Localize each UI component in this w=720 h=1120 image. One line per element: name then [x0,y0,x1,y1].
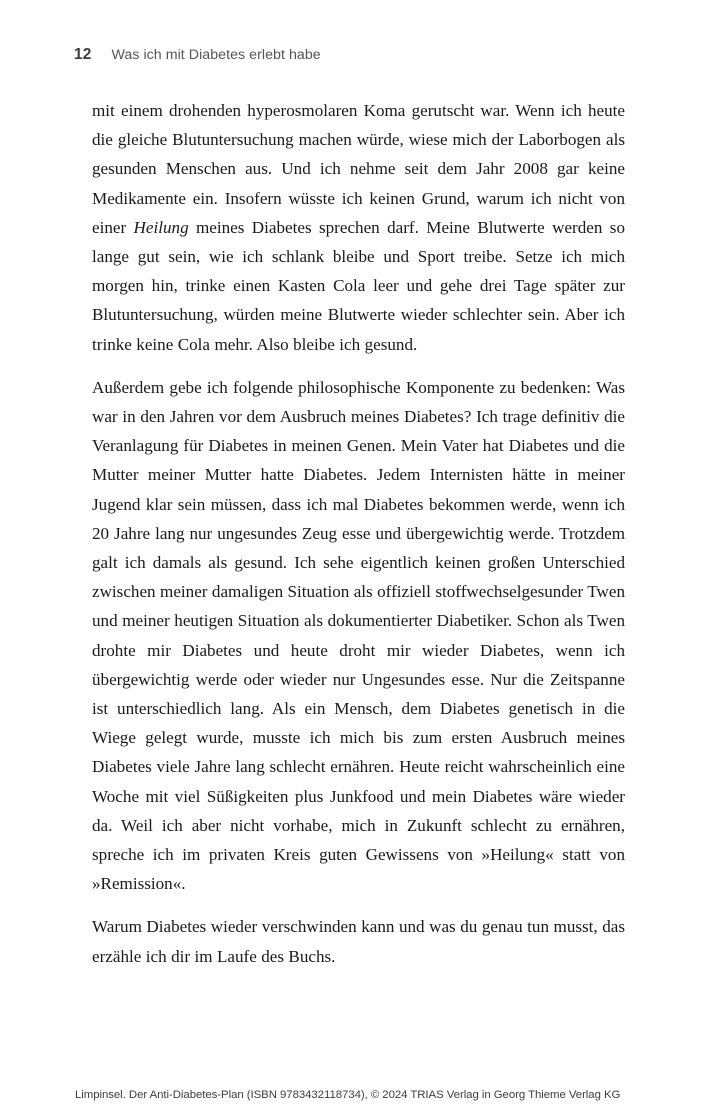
paragraph-2: Außerdem gebe ich folgende philosophische Komponente zu bedenken: Was war in den Jahren vor dem Ausbruch meines Diabetes? Ich trage definitiv die Veranlagung für Diabetes in meinen Genen. Mein Vater hat Diabetes und die Mutter meiner Mutter hatte Diabetes. Jedem Internisten hätte in meiner Jugend klar sein müssen, dass ich mal Diabetes bekommen werde, wenn ich 20 Jahre lang nur ungesundes Zeug esse und übergewichtig werde. Trotzdem galt ich damals als gesund. Ich sehe eigentlich keinen großen Unterschied zwischen meiner damaligen Situation als offiziell stoffwechselgesunder Twen und meiner heutigen Situation als dokumentierter Diabetiker. Schon als Twen drohte mir Diabetes und heute droht mir wieder Diabetes, wenn ich übergewichtig werde oder wieder nur Ungesundes esse. Nur die Zeitspanne ist unterschiedlich lang. Als ein Mensch, dem Diabetes genetisch in die Wiege gelegt wurde, musste ich mich bis zum ersten Ausbruch meines Diabetes viele Jahre lang schlecht ernähren. Heute reicht wahrscheinlich eine Woche mit viel Süßigkeiten plus Junkfood und mein Diabetes wäre wieder da. Weil ich aber nicht vorhabe, mich in Zukunft schlecht zu ernähren, spreche ich im privaten Kreis guten Gewissens von »Heilung« statt von »Remission«. [92,377,625,894]
body-text-column [92,96,625,971]
paragraph-3: Warum Diabetes wieder verschwinden kann und was du genau tun musst, das erzähle ich dir im Laufe des Buchs. [92,917,625,966]
copyright-footer: Limpinsel. Der Anti-Diabetes-Plan (ISBN 9783432118734), © 2024 TRIAS Verlag in Georg Thieme Verlag KG [75,1089,621,1101]
emphasized-term-heilung: Heilung [133,217,189,237]
paragraph-1-text-before-emphasis: mit einem drohenden hyperosmolaren Koma gerutscht war. Wenn ich heute die gleiche Blutuntersuchung machen würde, wiese mich der Laborbogen als gesunden Menschen aus. Und ich nehme seit dem Jahr 2008 gar keine Medikamente ein. Insofern wüsste ich keinen Grund, warum ich nicht von einer [92,101,625,237]
chapter-title: Was ich mit Diabetes erlebt habe [111,47,321,63]
page-number: 12 [74,46,92,63]
paragraph-1 [92,96,625,359]
paragraph-1-text-after-emphasis: meines Diabetes sprechen darf. Meine Blutwerte werden so lange gut sein, wie ich schlank bleibe und Sport treibe. Setze ich mich morgen hin, trinke einen Kasten Cola leer und gehe drei Tage später zur Blutuntersuchung, würden meine Blutwerte wieder schlechter sein. Aber ich trinke keine Cola mehr. Also bleibe ich gesund. [92,217,625,354]
running-head [74,46,634,64]
